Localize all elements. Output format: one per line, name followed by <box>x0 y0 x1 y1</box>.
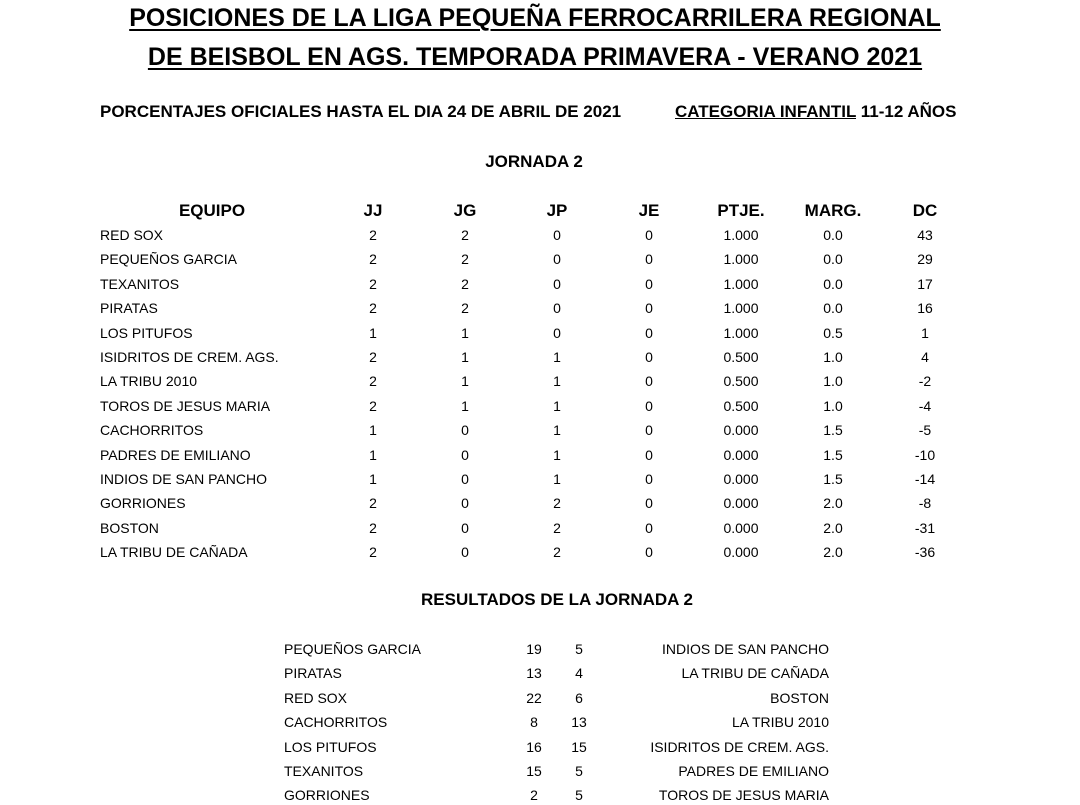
result-home-team: LOS PITUFOS <box>284 738 377 755</box>
standings-cell-jg: 0 <box>461 544 469 561</box>
standings-cell-jg: 2 <box>461 227 469 243</box>
standings-cell-jp: 1 <box>553 446 561 463</box>
standings-cell-je: 0 <box>645 544 653 561</box>
result-away-team: INDIOS DE SAN PANCHO <box>662 641 829 657</box>
result-away-score: 5 <box>575 641 583 657</box>
standings-cell-jg: 0 <box>461 519 469 536</box>
standings-cell-je: 0 <box>645 519 653 536</box>
standings-cell-jg: 1 <box>461 324 469 341</box>
result-home-score: 15 <box>526 763 542 779</box>
standings-cell-je: 0 <box>645 373 653 390</box>
standings-cell-je: 0 <box>645 300 653 317</box>
standings-cell-jj: 1 <box>369 471 377 487</box>
standings-cell-dc: -36 <box>914 544 936 561</box>
header-je: JE <box>638 201 660 220</box>
standings-cell-marg: 0.0 <box>823 275 843 292</box>
standings-cell-marg: 1.5 <box>823 446 843 463</box>
standings-cell-jp: 1 <box>553 422 561 439</box>
standings-cell-dc: 4 <box>921 349 929 365</box>
standings-cell-jj: 2 <box>369 349 377 365</box>
standings-cell-ptje: 1.000 <box>723 324 759 341</box>
results-heading: RESULTADOS DE LA JORNADA 2 <box>420 590 694 609</box>
result-home-score: 13 <box>526 665 542 682</box>
result-home-team: RED SOX <box>284 689 348 706</box>
standings-cell-dc: 17 <box>917 275 933 292</box>
standings-cell-jj: 2 <box>369 495 377 512</box>
standings-cell-dc: -14 <box>914 471 936 487</box>
standings-cell-ptje: 0.500 <box>723 373 759 390</box>
header-marg: MARG. <box>804 201 862 220</box>
standings-cell-marg: 2.0 <box>823 519 843 536</box>
standings-cell-je: 0 <box>645 227 653 243</box>
header-ptje: PTJE. <box>717 201 765 220</box>
header-jp: JP <box>546 201 568 220</box>
standings-cell-ptje: 0.000 <box>723 544 759 561</box>
official-percentages-date: PORCENTAJES OFICIALES HASTA EL DIA 24 DE ABRIL DE 2021 <box>100 102 622 121</box>
result-away-score: 4 <box>575 665 583 682</box>
standings-cell-je: 0 <box>645 275 653 292</box>
standings-cell-ptje: 0.000 <box>723 446 759 463</box>
result-home-team: PEQUEÑOS GARCIA <box>284 641 421 657</box>
standings-cell-je: 0 <box>645 349 653 365</box>
standings-cell-marg: 1.0 <box>823 349 843 365</box>
standings-cell-team: PADRES DE EMILIANO <box>100 446 251 463</box>
result-away-score: 6 <box>575 689 583 706</box>
standings-cell-marg: 2.0 <box>823 544 843 561</box>
result-away-team: ISIDRITOS DE CREM. AGS. <box>650 738 829 755</box>
standings-cell-jg: 0 <box>461 422 469 439</box>
result-away-team: TOROS DE JESUS MARIA <box>658 787 829 804</box>
standings-cell-dc: -31 <box>914 519 936 536</box>
standings-cell-marg: 2.0 <box>823 495 843 512</box>
page-title-line-2: DE BEISBOL EN AGS. TEMPORADA PRIMAVERA - VERANO 2021 <box>147 43 923 71</box>
standings-cell-team: GORRIONES <box>100 495 186 512</box>
standings-cell-jj: 2 <box>369 227 377 243</box>
standings-cell-jg: 1 <box>461 349 469 365</box>
standings-cell-jp: 2 <box>553 495 561 512</box>
header-dc: DC <box>912 201 938 220</box>
result-away-score: 5 <box>575 763 583 779</box>
standings-cell-ptje: 1.000 <box>723 227 759 243</box>
standings-cell-dc: 1 <box>921 324 929 341</box>
standings-cell-jp: 1 <box>553 397 561 414</box>
result-home-score: 2 <box>530 787 538 804</box>
result-home-team: GORRIONES <box>284 787 370 804</box>
standings-cell-jp: 0 <box>553 324 561 341</box>
header-jg: JG <box>453 201 477 220</box>
result-away-team: LA TRIBU DE CAÑADA <box>681 665 829 682</box>
standings-cell-jp: 2 <box>553 544 561 561</box>
header-team: EQUIPO <box>178 201 246 220</box>
standings-cell-team: RED SOX <box>100 227 164 243</box>
standings-cell-ptje: 1.000 <box>723 275 759 292</box>
standings-cell-je: 0 <box>645 422 653 439</box>
standings-cell-team: TEXANITOS <box>100 275 180 292</box>
standings-cell-marg: 0.5 <box>823 324 843 341</box>
standings-cell-team: INDIOS DE SAN PANCHO <box>100 471 267 487</box>
standings-cell-je: 0 <box>645 495 653 512</box>
result-away-team: BOSTON <box>770 689 829 706</box>
standings-cell-ptje: 1.000 <box>723 300 759 317</box>
standings-cell-jg: 0 <box>461 446 469 463</box>
standings-cell-jp: 0 <box>553 275 561 292</box>
standings-cell-team: TOROS DE JESUS MARIA <box>100 397 271 414</box>
result-home-team: PIRATAS <box>284 665 342 682</box>
result-away-team: PADRES DE EMILIANO <box>678 763 829 779</box>
category-heading <box>675 102 957 122</box>
standings-cell-marg: 0.0 <box>823 251 843 268</box>
result-home-score: 19 <box>526 641 542 657</box>
standings-cell-jj: 2 <box>369 275 377 292</box>
standings-cell-team: PIRATAS <box>100 300 158 317</box>
standings-cell-ptje: 0.000 <box>723 519 759 536</box>
standings-cell-jj: 2 <box>369 544 377 561</box>
category-label: CATEGORIA INFANTIL <box>675 102 857 121</box>
standings-cell-marg: 0.0 <box>823 227 843 243</box>
standings-cell-team: BOSTON <box>100 519 159 536</box>
standings-cell-jj: 1 <box>369 446 377 463</box>
standings-cell-je: 0 <box>645 471 653 487</box>
result-away-score: 15 <box>571 738 587 755</box>
result-away-score: 5 <box>575 787 583 804</box>
standings-cell-dc: -8 <box>918 495 932 512</box>
result-home-score: 22 <box>526 689 542 706</box>
standings-cell-jj: 2 <box>369 373 377 390</box>
standings-cell-dc: 16 <box>917 300 933 317</box>
standings-cell-dc: -5 <box>918 422 932 439</box>
standings-cell-team: LA TRIBU 2010 <box>100 373 198 390</box>
header-jj: JJ <box>363 201 383 220</box>
standings-cell-team: LOS PITUFOS <box>100 324 193 341</box>
standings-cell-jj: 1 <box>369 324 377 341</box>
standings-cell-team: ISIDRITOS DE CREM. AGS. <box>100 349 279 365</box>
standings-cell-ptje: 1.000 <box>723 251 759 268</box>
result-away-score: 13 <box>571 714 587 731</box>
standings-cell-ptje: 0.500 <box>723 397 759 414</box>
standings-cell-jg: 2 <box>461 300 469 317</box>
standings-cell-dc: 43 <box>917 227 933 243</box>
jornada-heading: JORNADA 2 <box>485 152 583 171</box>
standings-cell-jp: 1 <box>553 349 561 365</box>
standings-cell-jg: 0 <box>461 495 469 512</box>
standings-cell-dc: -10 <box>914 446 936 463</box>
standings-cell-jj: 2 <box>369 397 377 414</box>
result-home-score: 16 <box>526 738 542 755</box>
standings-cell-jg: 1 <box>461 373 469 390</box>
standings-cell-team: PEQUEÑOS GARCIA <box>100 251 237 268</box>
standings-cell-je: 0 <box>645 397 653 414</box>
standings-cell-jj: 2 <box>369 300 377 317</box>
standings-cell-jj: 2 <box>369 519 377 536</box>
standings-cell-jg: 2 <box>461 251 469 268</box>
standings-cell-dc: -4 <box>918 397 932 414</box>
standings-cell-ptje: 0.000 <box>723 471 759 487</box>
standings-cell-marg: 1.0 <box>823 373 843 390</box>
standings-cell-ptje: 0.500 <box>723 349 759 365</box>
standings-cell-ptje: 0.000 <box>723 422 759 439</box>
standings-cell-jg: 1 <box>461 397 469 414</box>
standings-cell-dc: -2 <box>918 373 932 390</box>
standings-cell-ptje: 0.000 <box>723 495 759 512</box>
standings-cell-je: 0 <box>645 446 653 463</box>
standings-cell-jg: 2 <box>461 275 469 292</box>
standings-cell-jj: 2 <box>369 251 377 268</box>
result-home-score: 8 <box>530 714 538 731</box>
result-home-team: TEXANITOS <box>284 763 364 779</box>
standings-cell-jp: 0 <box>553 227 561 243</box>
standings-cell-marg: 0.0 <box>823 300 843 317</box>
standings-cell-jp: 0 <box>553 300 561 317</box>
result-home-team: CACHORRITOS <box>284 714 388 731</box>
category-ages: 11-12 AÑOS <box>856 102 957 121</box>
standings-cell-dc: 29 <box>917 251 933 268</box>
standings-cell-marg: 1.5 <box>823 422 843 439</box>
standings-cell-je: 0 <box>645 324 653 341</box>
standings-cell-jp: 1 <box>553 373 561 390</box>
standings-cell-team: CACHORRITOS <box>100 422 204 439</box>
standings-cell-je: 0 <box>645 251 653 268</box>
standings-cell-jp: 1 <box>553 471 561 487</box>
standings-cell-marg: 1.5 <box>823 471 843 487</box>
result-away-team: LA TRIBU 2010 <box>731 714 829 731</box>
standings-cell-jp: 0 <box>553 251 561 268</box>
standings-cell-team: LA TRIBU DE CAÑADA <box>100 544 248 561</box>
page-title-line-1: POSICIONES DE LA LIGA PEQUEÑA FERROCARRILERA REGIONAL <box>129 4 941 32</box>
standings-cell-jj: 1 <box>369 422 377 439</box>
standings-cell-marg: 1.0 <box>823 397 843 414</box>
standings-cell-jp: 2 <box>553 519 561 536</box>
standings-cell-jg: 0 <box>461 471 469 487</box>
